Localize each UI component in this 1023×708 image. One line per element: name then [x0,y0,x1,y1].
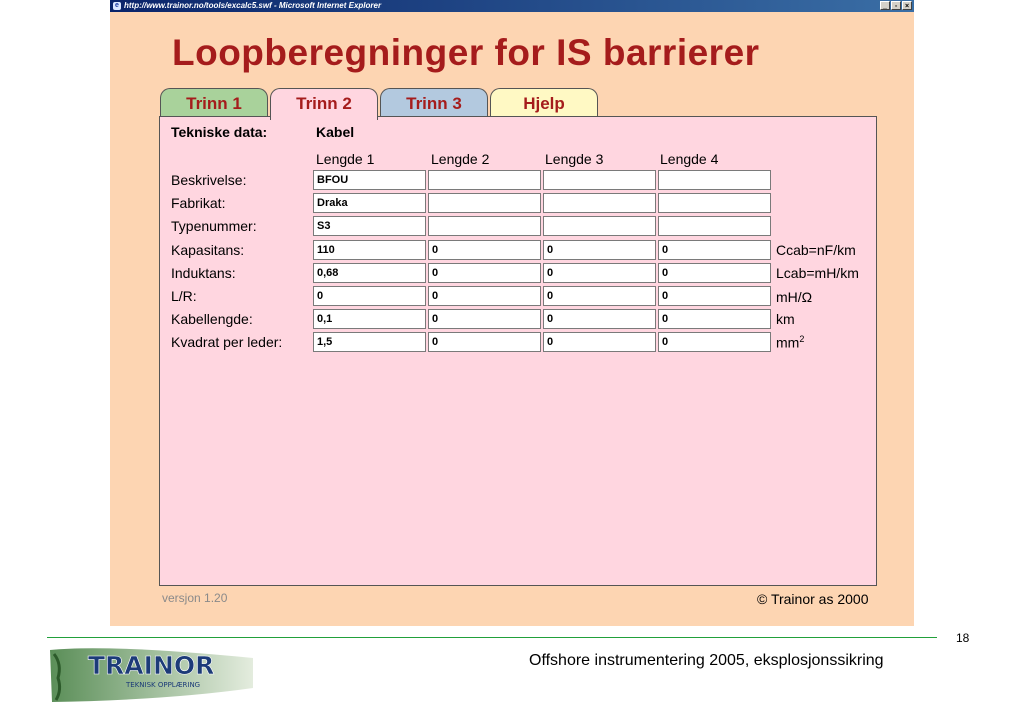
beskrivelse-field-2[interactable] [428,170,541,190]
kapasitans-field-2[interactable]: 0 [428,240,541,260]
lr-field-3[interactable]: 0 [543,286,656,306]
kabellengde-field-4[interactable]: 0 [658,309,771,329]
kabellengde-field-2[interactable]: 0 [428,309,541,329]
restore-button[interactable]: ▫ [891,1,901,10]
lr-field-4[interactable]: 0 [658,286,771,306]
unit-label: Lcab=mH/km [776,265,859,281]
page-number: 18 [956,631,970,645]
page-title: Loopberegninger for IS barrierer [172,32,760,73]
ie-icon: e [113,2,121,10]
row-label: Kabellengde: [171,311,253,327]
close-button[interactable]: × [902,1,912,10]
footer-divider [47,637,937,638]
lr-field-2[interactable]: 0 [428,286,541,306]
row-label: Induktans: [171,265,236,281]
copyright-label: © Trainor as 2000 [757,591,869,607]
typenummer-field-2[interactable] [428,216,541,236]
row-label: Beskrivelse: [171,172,247,188]
unit-label: Ccab=nF/km [776,242,856,258]
cable-data-panel [159,116,877,586]
kvadrat-field-4[interactable]: 0 [658,332,771,352]
logo-subtext: TEKNISK OPPLÆRING [126,681,201,689]
kvadrat-field-2[interactable]: 0 [428,332,541,352]
unit-superscript: 2 [799,334,805,344]
beskrivelse-field-4[interactable] [658,170,771,190]
kapasitans-field-4[interactable]: 0 [658,240,771,260]
row-label: Kvadrat per leder: [171,334,283,350]
typenummer-field-1[interactable]: S3 [313,216,426,236]
beskrivelse-field-3[interactable] [543,170,656,190]
column-header: Lengde 3 [545,151,604,167]
fabrikat-field-4[interactable] [658,193,771,213]
row-label: Fabrikat: [171,195,226,211]
induktans-field-1[interactable]: 0,68 [313,263,426,283]
kvadrat-field-3[interactable]: 0 [543,332,656,352]
column-header: Lengde 2 [431,151,490,167]
fabrikat-field-2[interactable] [428,193,541,213]
logo-text: TRAINOR [88,651,215,680]
tab-trinn-2[interactable]: Trinn 2 [270,88,378,120]
row-label: L/R: [171,288,197,304]
section-value: Kabel [316,124,355,140]
tab-trinn-1[interactable]: Trinn 1 [160,88,268,118]
kapasitans-field-3[interactable]: 0 [543,240,656,260]
tab-hjelp[interactable]: Hjelp [490,88,598,118]
section-label: Tekniske data: [171,124,268,140]
footer-caption: Offshore instrumentering 2005, eksplosjonssikring [529,652,884,669]
beskrivelse-field-1[interactable]: BFOU [313,170,426,190]
lr-field-1[interactable]: 0 [313,286,426,306]
fabrikat-field-1[interactable]: Draka [313,193,426,213]
browser-window [110,0,914,626]
typenummer-field-3[interactable] [543,216,656,236]
trainor-logo [48,644,258,704]
unit-label: mH/Ω [776,289,813,305]
row-label: Kapasitans: [171,242,245,258]
window-title: http://www.trainor.no/tools/excalc5.swf - Microsoft Internet Explorer [124,1,382,10]
window-titlebar [110,0,914,12]
tab-trinn-3[interactable]: Trinn 3 [380,88,488,118]
window-controls [880,1,912,10]
induktans-field-3[interactable]: 0 [543,263,656,283]
row-label: Typenummer: [171,218,257,234]
unit-label: km [776,311,795,327]
version-label: versjon 1.20 [162,591,228,605]
induktans-field-2[interactable]: 0 [428,263,541,283]
kapasitans-field-1[interactable]: 110 [313,240,426,260]
kabellengde-field-3[interactable]: 0 [543,309,656,329]
fabrikat-field-3[interactable] [543,193,656,213]
column-header: Lengde 1 [316,151,375,167]
typenummer-field-4[interactable] [658,216,771,236]
kabellengde-field-1[interactable]: 0,1 [313,309,426,329]
minimize-button[interactable]: _ [880,1,890,10]
unit-text: mm [776,334,800,351]
column-header: Lengde 4 [660,151,719,167]
unit-label [776,334,804,351]
kvadrat-field-1[interactable]: 1,5 [313,332,426,352]
induktans-field-4[interactable]: 0 [658,263,771,283]
